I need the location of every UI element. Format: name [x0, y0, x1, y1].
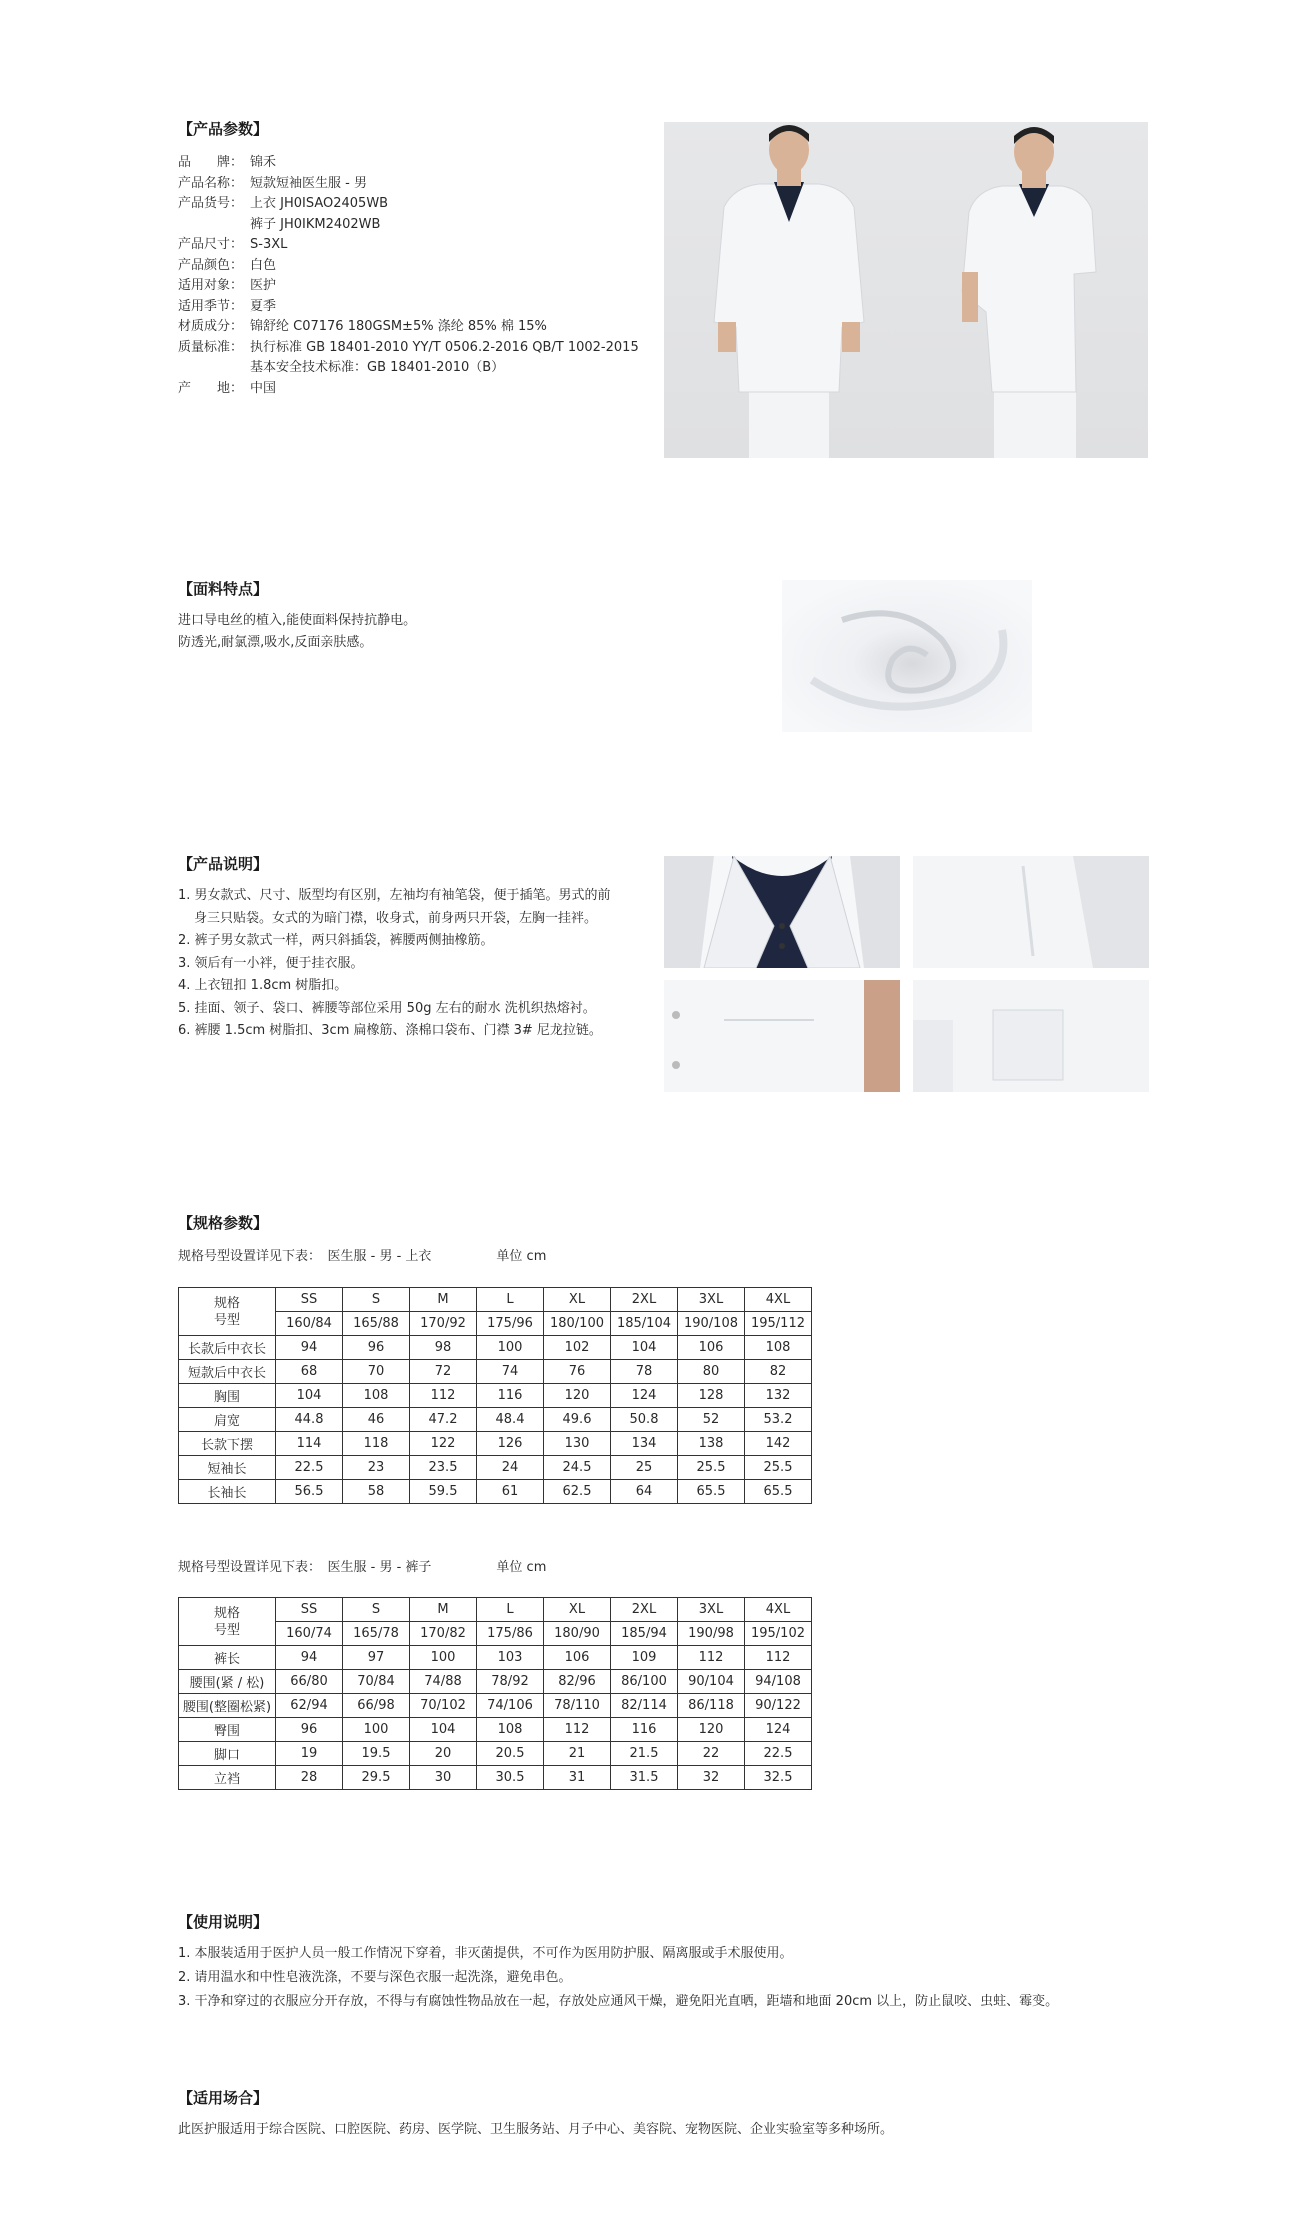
value-cell: 48.4 [477, 1408, 544, 1432]
param-value: 短款短袖医生服 - 男 [250, 175, 367, 191]
table-row [179, 1456, 812, 1480]
param-value: 执行标准 GB 18401-2010 YY/T 0506.2-2016 QB/T 1002-2015 [250, 339, 639, 355]
spec-table-top [178, 1287, 812, 1504]
param-value: 白色 [250, 257, 277, 273]
value-cell: 46 [343, 1408, 410, 1432]
value-cell: 134 [611, 1432, 678, 1456]
value-cell: 58 [343, 1480, 410, 1504]
usage-lines [178, 1942, 1058, 2014]
code-cell: 165/78 [343, 1622, 410, 1646]
code-cell: 160/74 [276, 1622, 343, 1646]
value-cell: 76 [544, 1360, 611, 1384]
value-cell: 104 [276, 1384, 343, 1408]
param-row [178, 153, 639, 174]
table-row [179, 1694, 812, 1718]
row-name-cell: 肩宽 [179, 1408, 276, 1432]
table-row [179, 1408, 812, 1432]
param-value: 医护 [250, 278, 277, 293]
value-cell: 82/114 [611, 1694, 678, 1718]
param-value: 裤子 JH0IKM2402WB [250, 216, 381, 232]
spec-bottom-caption: 规格号型设置详见下表： 医生服 - 男 - 裤子 单位 cm [178, 1560, 547, 1575]
value-cell: 78 [611, 1360, 678, 1384]
code-cell: 185/104 [611, 1312, 678, 1336]
row-name-cell: 长款后中衣长 [179, 1336, 276, 1360]
param-key: 产 地： [178, 380, 244, 396]
size-cell: L [477, 1288, 544, 1312]
usage-title: 【使用说明】 [178, 1913, 269, 1931]
value-cell: 52 [678, 1408, 745, 1432]
value-cell: 78/92 [477, 1670, 544, 1694]
value-cell: 82/96 [544, 1670, 611, 1694]
value-cell: 30 [410, 1766, 477, 1790]
size-cell: 4XL [745, 1288, 812, 1312]
spec-table-bottom [178, 1597, 812, 1790]
value-cell: 70 [343, 1360, 410, 1384]
value-cell: 106 [544, 1646, 611, 1670]
code-cell: 185/94 [611, 1622, 678, 1646]
param-value: S-3XL [250, 237, 288, 252]
value-cell: 61 [477, 1480, 544, 1504]
value-cell: 124 [611, 1384, 678, 1408]
size-cell: L [477, 1598, 544, 1622]
value-cell: 49.6 [544, 1408, 611, 1432]
value-cell: 66/98 [343, 1694, 410, 1718]
value-cell: 72 [410, 1360, 477, 1384]
param-key: 适用季节： [178, 298, 244, 314]
description-item: 6. 裤腰 1.5cm 树脂扣、3cm 扁橡筋、涤棉口袋布、门襟 3# 尼龙拉链。 [178, 1023, 602, 1038]
value-cell: 20.5 [477, 1742, 544, 1766]
usage-line: 3. 干净和穿过的衣服应分开存放，不得与有腐蚀性物品放在一起，存放处应通风干燥，避免阳光直晒，距墙和地面 20cm 以上，防止鼠咬、虫蛀、霉变。 [178, 1994, 1059, 2009]
code-cell: 190/98 [678, 1622, 745, 1646]
value-cell: 112 [745, 1646, 812, 1670]
value-cell: 28 [276, 1766, 343, 1790]
value-cell: 74/88 [410, 1670, 477, 1694]
value-cell: 104 [410, 1718, 477, 1742]
row-name-cell: 腰围(整圈松紧) [179, 1694, 276, 1718]
value-cell: 80 [678, 1360, 745, 1384]
param-row [178, 194, 639, 215]
code-cell: 175/96 [477, 1312, 544, 1336]
size-cell: 4XL [745, 1598, 812, 1622]
product-photo-front-side [664, 122, 1148, 458]
table-row [179, 1336, 812, 1360]
value-cell: 112 [678, 1646, 745, 1670]
size-cell: 3XL [678, 1288, 745, 1312]
code-cell: 170/92 [410, 1312, 477, 1336]
value-cell: 112 [410, 1384, 477, 1408]
value-cell: 21 [544, 1742, 611, 1766]
value-cell: 74/106 [477, 1694, 544, 1718]
value-cell: 32.5 [745, 1766, 812, 1790]
description-item: 身三只贴袋。女式的为暗门襟，收身式，前身两只开袋，左胸一挂袢。 [194, 910, 598, 926]
value-cell: 82 [745, 1360, 812, 1384]
param-value: 夏季 [250, 298, 277, 314]
param-key: 产品颜色： [178, 257, 244, 273]
value-cell: 66/80 [276, 1670, 343, 1694]
occasions-title: 【适用场合】 [178, 2089, 269, 2107]
value-cell: 19.5 [343, 1742, 410, 1766]
param-value: 锦舒纶 C07176 180GSM±5% 涤纶 85% 棉 15% [250, 319, 547, 334]
param-row [178, 276, 639, 297]
row-name-cell: 裤长 [179, 1646, 276, 1670]
size-header-row [179, 1288, 812, 1312]
value-cell: 23 [343, 1456, 410, 1480]
code-cell: 175/86 [477, 1622, 544, 1646]
value-cell: 100 [477, 1336, 544, 1360]
value-cell: 62.5 [544, 1480, 611, 1504]
value-cell: 94 [276, 1646, 343, 1670]
value-cell: 120 [544, 1384, 611, 1408]
value-cell: 22 [678, 1742, 745, 1766]
fabric-line: 防透光,耐氯漂,吸水,反面亲肤感。 [178, 635, 373, 650]
header-label-cell: 规格 号型 [179, 1598, 276, 1646]
spec-title: 【规格参数】 [178, 1214, 269, 1232]
table-row [179, 1480, 812, 1504]
value-cell: 124 [745, 1718, 812, 1742]
value-cell: 112 [544, 1718, 611, 1742]
value-cell: 104 [611, 1336, 678, 1360]
param-key: 材质成分： [178, 319, 244, 334]
value-cell: 109 [611, 1646, 678, 1670]
fabric-lines [178, 610, 416, 654]
value-cell: 64 [611, 1480, 678, 1504]
table-row [179, 1718, 812, 1742]
table-row [179, 1360, 812, 1384]
value-cell: 108 [343, 1384, 410, 1408]
row-name-cell: 长袖长 [179, 1480, 276, 1504]
value-cell: 29.5 [343, 1766, 410, 1790]
description-item: 2. 裤子男女款式一样，两只斜插袋，裤腰两侧抽橡筋。 [178, 933, 494, 948]
row-name-cell: 短款后中衣长 [179, 1360, 276, 1384]
size-header-row [179, 1598, 812, 1622]
value-cell: 138 [678, 1432, 745, 1456]
value-cell: 86/118 [678, 1694, 745, 1718]
value-cell: 74 [477, 1360, 544, 1384]
code-cell: 165/88 [343, 1312, 410, 1336]
param-row [178, 317, 639, 338]
value-cell: 65.5 [745, 1480, 812, 1504]
value-cell: 53.2 [745, 1408, 812, 1432]
value-cell: 70/84 [343, 1670, 410, 1694]
row-name-cell: 短袖长 [179, 1456, 276, 1480]
row-name-cell: 腰围(紧 / 松) [179, 1670, 276, 1694]
value-cell: 24.5 [544, 1456, 611, 1480]
value-cell: 24 [477, 1456, 544, 1480]
value-cell: 25.5 [745, 1456, 812, 1480]
value-cell: 142 [745, 1432, 812, 1456]
row-name-cell: 立裆 [179, 1766, 276, 1790]
table-row [179, 1742, 812, 1766]
param-key [178, 358, 250, 379]
size-cell: XL [544, 1598, 611, 1622]
value-cell: 31.5 [611, 1766, 678, 1790]
value-cell: 22.5 [745, 1742, 812, 1766]
value-cell: 100 [343, 1718, 410, 1742]
value-cell: 62/94 [276, 1694, 343, 1718]
fabric-title: 【面料特点】 [178, 580, 269, 598]
param-value: 基本安全技术标准：GB 18401-2010（B） [250, 360, 505, 375]
code-cell: 160/84 [276, 1312, 343, 1336]
code-cell: 195/112 [745, 1312, 812, 1336]
value-cell: 90/104 [678, 1670, 745, 1694]
value-cell: 47.2 [410, 1408, 477, 1432]
size-cell: S [343, 1598, 410, 1622]
size-cell: SS [276, 1598, 343, 1622]
param-row [178, 215, 639, 236]
value-cell: 120 [678, 1718, 745, 1742]
description-item: 3. 领后有一小袢，便于挂衣服。 [178, 955, 364, 971]
code-cell: 180/100 [544, 1312, 611, 1336]
value-cell: 65.5 [678, 1480, 745, 1504]
param-key: 产品名称： [178, 175, 244, 191]
value-cell: 25 [611, 1456, 678, 1480]
value-cell: 96 [343, 1336, 410, 1360]
params-title: 【产品参数】 [178, 120, 269, 138]
param-key: 产品尺寸： [178, 237, 244, 252]
size-cell: SS [276, 1288, 343, 1312]
value-cell: 103 [477, 1646, 544, 1670]
row-name-cell: 臀围 [179, 1718, 276, 1742]
value-cell: 23.5 [410, 1456, 477, 1480]
value-cell: 68 [276, 1360, 343, 1384]
description-item: 4. 上衣钮扣 1.8cm 树脂扣。 [178, 978, 348, 993]
description-item: 1. 男女款式、尺寸、版型均有区别，左袖均有袖笔袋，便于插笔。男式的前 [178, 888, 611, 903]
table-row [179, 1432, 812, 1456]
param-row [178, 358, 639, 379]
table-row [179, 1384, 812, 1408]
value-cell: 130 [544, 1432, 611, 1456]
value-cell: 102 [544, 1336, 611, 1360]
size-cell: XL [544, 1288, 611, 1312]
params-list [178, 153, 639, 399]
header-label-cell: 规格 号型 [179, 1288, 276, 1336]
table-row [179, 1646, 812, 1670]
value-cell: 31 [544, 1766, 611, 1790]
row-name-cell: 脚口 [179, 1742, 276, 1766]
value-cell: 56.5 [276, 1480, 343, 1504]
code-cell: 180/90 [544, 1622, 611, 1646]
value-cell: 122 [410, 1432, 477, 1456]
param-row [178, 174, 639, 195]
value-cell: 94 [276, 1336, 343, 1360]
value-cell: 21.5 [611, 1742, 678, 1766]
value-cell: 116 [611, 1718, 678, 1742]
size-cell: 2XL [611, 1288, 678, 1312]
value-cell: 108 [477, 1718, 544, 1742]
value-cell: 128 [678, 1384, 745, 1408]
param-row [178, 235, 639, 256]
detail-photo-collar [664, 856, 900, 968]
description-item: 5. 挂面、领子、袋口、裤腰等部位采用 50g 左右的耐水 洗机织热熔衬。 [178, 1000, 596, 1016]
detail-photo-side-pocket [913, 980, 1149, 1092]
value-cell: 108 [745, 1336, 812, 1360]
param-key [178, 215, 250, 236]
value-cell: 50.8 [611, 1408, 678, 1432]
table-row [179, 1670, 812, 1694]
param-value: 中国 [250, 380, 277, 396]
spec-top-caption: 规格号型设置详见下表： 医生服 - 男 - 上衣 单位 cm [178, 1249, 547, 1264]
value-cell: 106 [678, 1336, 745, 1360]
usage-line: 1. 本服装适用于医护人员一般工作情况下穿着，非灭菌提供，不可作为医用防护服、隔离服或手术服使用。 [178, 1946, 793, 1961]
value-cell: 19 [276, 1742, 343, 1766]
size-cell: M [410, 1598, 477, 1622]
value-cell: 118 [343, 1432, 410, 1456]
value-cell: 114 [276, 1432, 343, 1456]
fabric-line: 进口导电丝的植入,能使面料保持抗静电。 [178, 613, 417, 628]
param-key: 产品货号： [178, 196, 244, 211]
value-cell: 86/100 [611, 1670, 678, 1694]
value-cell: 126 [477, 1432, 544, 1456]
code-cell: 190/108 [678, 1312, 745, 1336]
value-cell: 94/108 [745, 1670, 812, 1694]
size-cell: S [343, 1288, 410, 1312]
value-cell: 30.5 [477, 1766, 544, 1790]
param-key: 品 牌： [178, 155, 244, 170]
param-row [178, 379, 639, 400]
value-cell: 132 [745, 1384, 812, 1408]
param-value: 上衣 JH0ISAO2405WB [250, 196, 389, 211]
table-row [179, 1766, 812, 1790]
size-cell: M [410, 1288, 477, 1312]
value-cell: 90/122 [745, 1694, 812, 1718]
param-row [178, 256, 639, 277]
value-cell: 97 [343, 1646, 410, 1670]
occasions-text: 此医护服适用于综合医院、口腔医院、药房、医学院、卫生服务站、月子中心、美容院、宠物医院、企业实验室等多种场所。 [178, 2122, 894, 2137]
detail-photo-pocket [664, 980, 900, 1092]
param-value: 锦禾 [250, 155, 277, 170]
size-cell: 3XL [678, 1598, 745, 1622]
value-cell: 25.5 [678, 1456, 745, 1480]
value-cell: 59.5 [410, 1480, 477, 1504]
row-name-cell: 胸围 [179, 1384, 276, 1408]
value-cell: 96 [276, 1718, 343, 1742]
value-cell: 78/110 [544, 1694, 611, 1718]
param-key: 适用对象： [178, 278, 244, 293]
value-cell: 70/102 [410, 1694, 477, 1718]
description-title: 【产品说明】 [178, 855, 269, 873]
value-cell: 116 [477, 1384, 544, 1408]
param-key: 质量标准： [178, 339, 244, 355]
size-cell: 2XL [611, 1598, 678, 1622]
description-list [178, 885, 611, 1043]
value-cell: 20 [410, 1742, 477, 1766]
fabric-swatch-photo [782, 580, 1032, 732]
value-cell: 100 [410, 1646, 477, 1670]
detail-photo-sleeve [913, 856, 1149, 968]
value-cell: 98 [410, 1336, 477, 1360]
param-row [178, 297, 639, 318]
code-cell: 170/82 [410, 1622, 477, 1646]
param-row [178, 338, 639, 359]
value-cell: 32 [678, 1766, 745, 1790]
usage-line: 2. 请用温水和中性皂液洗涤，不要与深色衣服一起洗涤，避免串色。 [178, 1970, 572, 1985]
value-cell: 22.5 [276, 1456, 343, 1480]
row-name-cell: 长款下摆 [179, 1432, 276, 1456]
value-cell: 44.8 [276, 1408, 343, 1432]
code-cell: 195/102 [745, 1622, 812, 1646]
